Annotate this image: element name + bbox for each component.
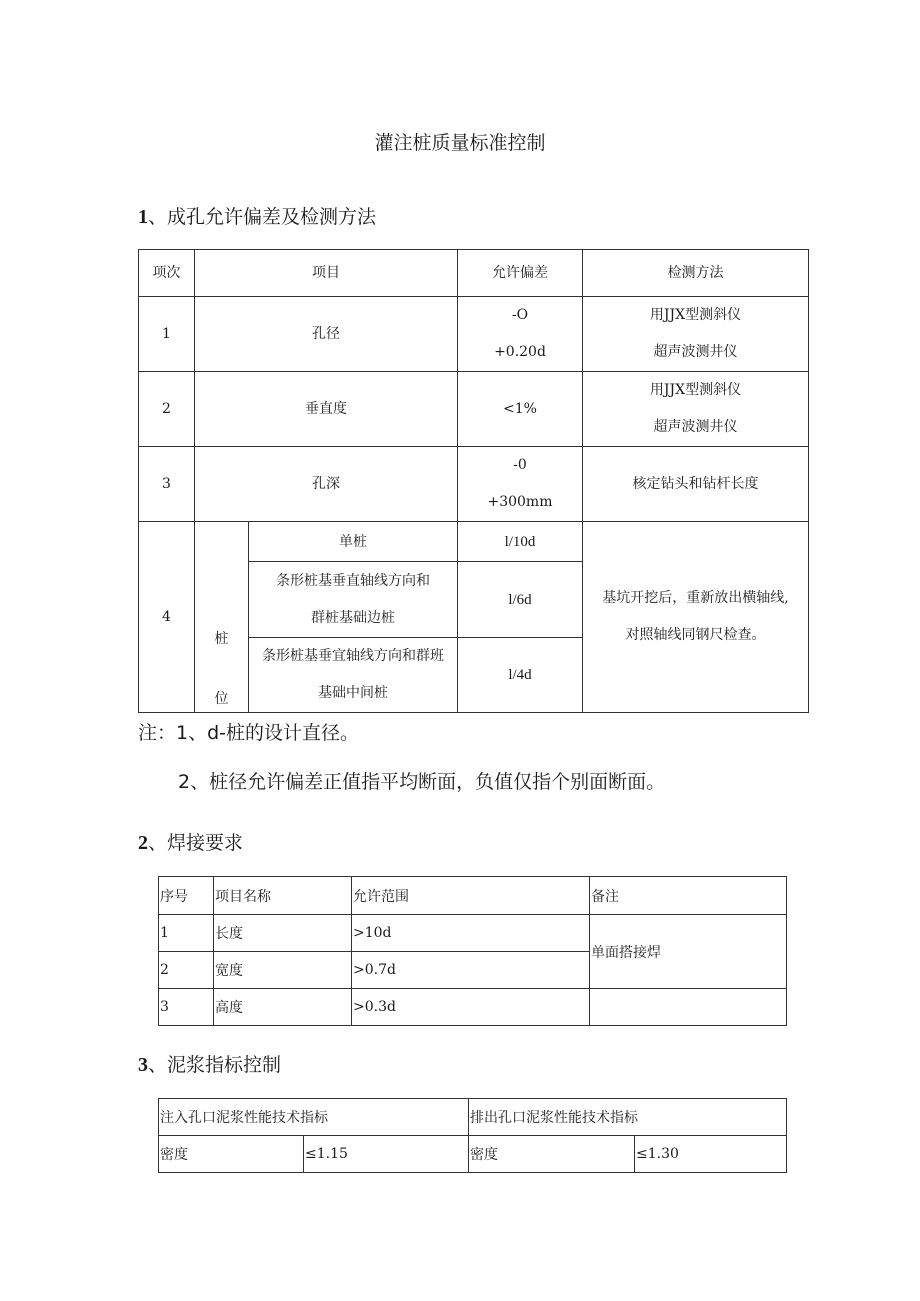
cell-no: 2 [159,952,214,989]
cell-tolerance: l/10d [458,522,583,562]
note-1: 注：1、d-桩的设计直径。 [138,722,360,744]
cell-no: 2 [139,372,195,447]
cell-name: 宽度 [214,952,352,989]
method-line: 超声波测井仪 [653,419,738,435]
tolerance-line: +0.20d [494,344,546,360]
table-row [139,447,809,522]
table-row [159,915,787,952]
section-2-title: 、焊接要求 [148,832,244,854]
cell-remark: 单面搭接焊 [590,915,787,989]
method-line: 用JJX型测斜仪 [649,307,742,323]
header-cell: 序号 [159,877,214,915]
cell-range: >10d [352,915,590,952]
cell-no: 3 [159,989,214,1026]
welding-table [158,876,787,1026]
section-3-number: 3 [138,1054,148,1076]
tolerance-line: +300mm [487,494,553,510]
section-3-heading [138,1050,281,1077]
table-row [139,372,809,447]
cell-remark-empty [590,989,787,1026]
section-2-heading [138,828,243,855]
table-row [139,297,809,372]
table-header-row [159,877,787,915]
group-char: 位 [214,691,229,707]
cell-tolerance: l/6d [458,562,583,638]
cell-name: 长度 [214,915,352,952]
cell-item: 孔径 [195,297,458,372]
section-3-title: 、泥浆指标控制 [148,1054,282,1076]
cell-label: 密度 [469,1136,635,1173]
cell-no: 3 [139,447,195,522]
cell-tolerance [458,447,583,522]
table-header-row [159,1099,787,1136]
sub-item-line: 群桩基础边桩 [311,609,395,626]
method-line: 基坑开挖后，重新放出横轴线, [602,590,789,606]
tolerance-line: -0 [513,457,527,473]
deviation-table [138,249,809,713]
header-cell: 注入孔口泥浆性能技术指标 [159,1099,469,1136]
cell-no: 1 [139,297,195,372]
tolerance-line: -O [511,307,529,323]
page-title: 灌注桩质量标准控制 [374,132,546,154]
header-cell: 允许范围 [352,877,590,915]
table-header-row [139,250,809,297]
cell-item: 孔深 [195,447,458,522]
header-cell: 检测方法 [583,250,809,297]
sub-item-line: 条形桩基垂直轴线方向和 [276,572,430,589]
table-row [159,1136,787,1173]
note-2: 2、桩径允许偏差正值指平均断面，负值仅指个别面断面。 [178,771,666,793]
cell-range: >0.3d [352,989,590,1026]
group-char: 桩 [214,631,229,647]
cell-method [583,522,809,713]
cell-value: ≤1.15 [304,1136,469,1173]
cell-method [583,372,809,447]
cell-value: ≤1.30 [635,1136,787,1173]
cell-sub-item [249,562,458,638]
cell-tolerance: l/4d [458,638,583,713]
cell-tolerance: <1% [458,372,583,447]
section-1-number: 1 [138,206,148,228]
cell-method [583,297,809,372]
header-cell: 备注 [590,877,787,915]
cell-no: 4 [139,522,195,713]
section-1-heading [138,202,376,229]
sub-item-line: 条形桩基垂宜轴线方向和群班 [262,648,444,664]
cell-sub-item: 单桩 [249,522,458,562]
cell-method: 核定钻头和钻杆长度 [583,447,809,522]
cell-range: >0.7d [352,952,590,989]
table-row [139,522,809,562]
header-cell: 排出孔口泥浆性能技术指标 [469,1099,787,1136]
header-cell: 项次 [139,250,195,297]
header-cell: 允许偏差 [458,250,583,297]
sub-item-line: 基础中间桩 [318,685,388,701]
section-2-number: 2 [138,832,148,854]
cell-sub-item [249,638,458,713]
header-cell: 项目名称 [214,877,352,915]
cell-tolerance [458,297,583,372]
method-line: 用JJX型测斜仪 [649,382,742,398]
table-row [159,989,787,1026]
cell-label: 密度 [159,1136,304,1173]
mud-table [158,1098,787,1173]
cell-item: 垂直度 [195,372,458,447]
cell-name: 高度 [214,989,352,1026]
section-1-title: 、成孔允许偏差及检测方法 [148,206,377,228]
method-line: 超声波测井仪 [653,344,738,360]
cell-group [195,522,249,713]
cell-no: 1 [159,915,214,952]
method-line: 对照轴线同钢尺检查。 [625,627,766,643]
header-cell: 项目 [195,250,458,297]
